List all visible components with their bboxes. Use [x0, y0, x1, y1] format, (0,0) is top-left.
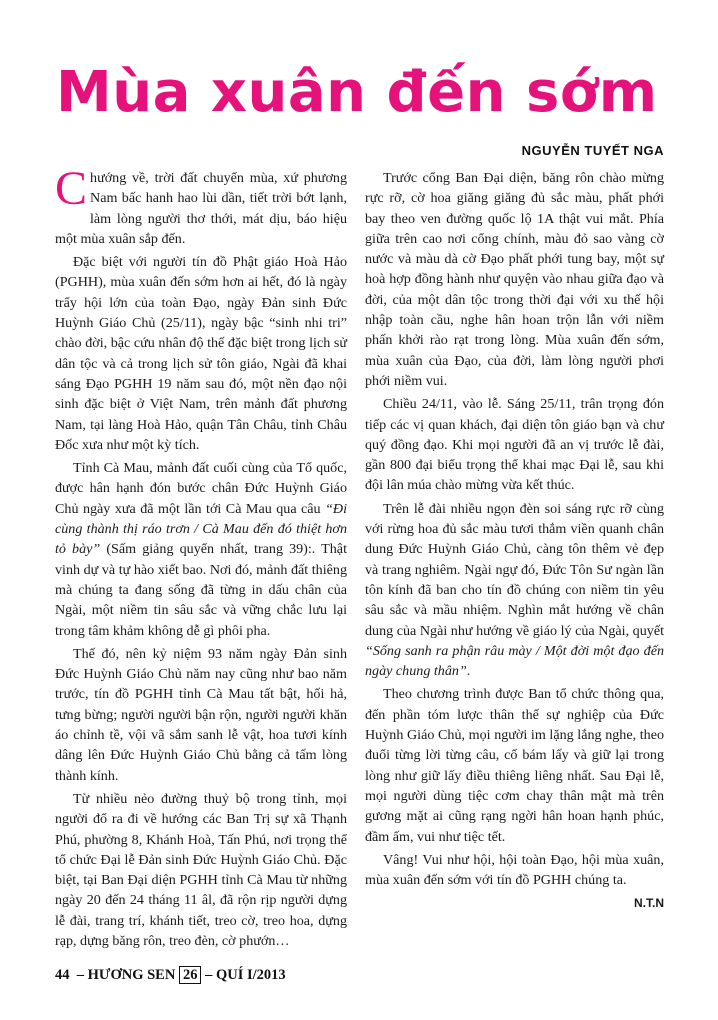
paragraph-text: hướng về, trời đất chuyển mùa, xứ phương Nam bấc hanh hao lùi dần, tiết trời bớt lạnh, làm lòng người thơ thới, mát dịu, báo hiệu một mùa xuân sắp đến.: [55, 170, 347, 247]
publication-name: – HƯƠNG SEN: [76, 967, 176, 983]
paragraph: [365, 499, 664, 682]
issue-number-box: 26: [179, 966, 202, 984]
paragraph-text: .: [466, 663, 471, 680]
paragraph: Thế đó, nên kỷ niệm 93 năm ngày Đản sinh Đức Huỳnh Giáo Chủ năm nay cũng như bao năm trước, tín đồ PGHH tỉnh Cà Mau tất bật, hối hả, tưng bừng; người người bận rộn, người người khăn áo chỉnh tề, vội vã sắm sanh lễ vật, hoa tươi kính dâng lên Đức Huỳnh Giáo Chủ bằng cả tấm lòng thành kính.: [55, 645, 347, 784]
paragraph: Theo chương trình được Ban tổ chức thông qua, đến phần tóm lược thân thế sự nghiệp của Đức Huỳnh Giáo Chủ, mọi người im lặng lắng nghe, theo đuổi từng lời từng câu, cố bám lấy và giữ lại trong lòng như giữ lấy điều thiêng liêng nhất. Sau Đại lễ, mọi người dùng tiệc cơm chay thân mật mà trên gương mặt ai cũng rạng ngời hân hoan hạnh phúc, đầm ấm, vui như tiệc tết.: [365, 686, 664, 845]
paragraph: Chiều 24/11, vào lễ. Sáng 25/11, trân trọng đón tiếp các vị quan khách, đại diện tôn giáo bạn và chư quý đồng đạo. Khi mọi người đã an vị trước lễ đài, gần 800 đại biểu trọng thể khai mạc Đại lễ, sau khi đội lân múa chào mừng vừa kết thúc.: [365, 396, 664, 494]
issue-period: – QUÍ I/2013: [205, 967, 286, 983]
paragraph: Đặc biệt với người tín đồ Phật giáo Hoà Hảo (PGHH), mùa xuân đến sớm hơn ai hết, đó là ngày trẩy hội lớn của toàn Đạo, ngày Đản sinh Đức Huỳnh Giáo Chủ (25/11), ngày bậc “sinh nhi tri” chào đời, bậc cứu nhân độ thế đặc biệt trong lịch sử dân tộc và cả trong lịch sử tôn giáo, Ngài đã khai sáng Đạo PGHH 19 năm sau đó, một nền đạo nội sinh đặc biệt ở Việt Nam, trên mảnh đất phương Nam, tại làng Hoà Hảo, quận Tân Châu, tỉnh Châu Đốc xưa như một kỳ tích.: [55, 254, 347, 453]
quote-verse: “Sống sanh ra phận râu mày / Một đời một đạo đến ngày chung thân”: [365, 642, 664, 680]
right-column: [365, 168, 664, 914]
drop-cap: C: [55, 162, 88, 215]
article-title: Mùa xuân đến sớm: [56, 60, 658, 125]
paragraph: [55, 162, 347, 249]
left-column: [55, 162, 347, 954]
page-number: 44: [55, 967, 70, 983]
paragraph: Vâng! Vui như hội, hội toàn Đạo, hội mùa xuân, mùa xuân đến sớm với tín đồ PGHH chúng ta.: [365, 851, 664, 889]
paragraph-text: (Sấm giảng quyển nhất, trang 39):. Thật vinh dự và tự hào xiết bao. Nơi đó, mảnh đất thiêng mà chúng ta đang sống đã từng in dấu chân của Ngài, một niềm tin sâu sắc và vững chắc lưu lại trong tâm khảm không dễ gì phôi pha.: [55, 541, 347, 639]
paragraph: Từ nhiều nẻo đường thuỷ bộ trong tỉnh, mọi người đổ ra đi về hướng các Ban Trị sự xã Thạnh Phú, phường 8, Khánh Hoà, Tấn Phú, nơi trọng thể tổ chức Đại lễ Đản sinh Đức Huỳnh Giáo Chủ. Đặc biệt, tại Ban Đại diện PGHH tỉnh Cà Mau từ những ngày 20 đến 24 tháng 11 âl, đã rộn rịp người dựng lễ đài, trang trí, khánh tiết, treo cờ, treo hoa, dựng rạp, dựng băng rôn, treo đèn, cờ phướn…: [55, 790, 347, 949]
author-byline: NGUYỄN TUYẾT NGA: [521, 143, 664, 158]
quote-verse: “Đi cùng thành thị ráo trơn / Cà Mau đến đó thiệt hơn tỏ bày”: [55, 500, 347, 558]
paragraph: Trước cổng Ban Đại diện, băng rôn chào mừng rực rỡ, cờ hoa giăng giăng đủ sắc màu, phất phới bay theo ven đường quốc lộ 1A thật vui mắt. Phía giữa trên cao nơi cổng chính, màu đỏ sao vàng cờ nước và màu dà cờ Đạo phất phới tung bay, một sự hoà hợp đồng hành như quyện vào nhau giữa đạo và đời, của một dân tộc trong thời đại với xu thế hội nhập toàn cầu, nghe hân hoan trộn lẫn với niềm phấn khởi rào rạt trong lòng. Mùa xuân đến sớm, mùa xuân của Đạo, của đời, làm lòng người phơi phới niềm vui.: [365, 170, 664, 389]
paragraph-text: Tỉnh Cà Mau, mảnh đất cuối cùng của Tổ quốc, được hân hạnh đón bước chân Đức Huỳnh Giáo Chủ ngày xưa đã một lần tới Cà Mau qua câu: [55, 460, 347, 517]
paragraph: [55, 458, 347, 641]
author-signature: N.T.N: [634, 896, 664, 911]
paragraph-text: Trên lễ đài nhiều ngọn đèn soi sáng rực rỡ cùng với rừng hoa đủ sắc màu tươi thắm viền quanh chân dung Đức Huỳnh Giáo Chủ, càng tôn thêm vẻ đẹp và trang nghiêm. Ngài ngự đó, Đức Tôn Sư ngàn lần tôn kính đã ban cho tín đồ chúng con niềm tin yêu sâu sắc và mầu nhiệm. Nghìn mắt hướng về chân dung của Ngài như hướng về giáo lý của Ngài, quyết: [365, 500, 664, 639]
page-footer: [55, 966, 286, 984]
